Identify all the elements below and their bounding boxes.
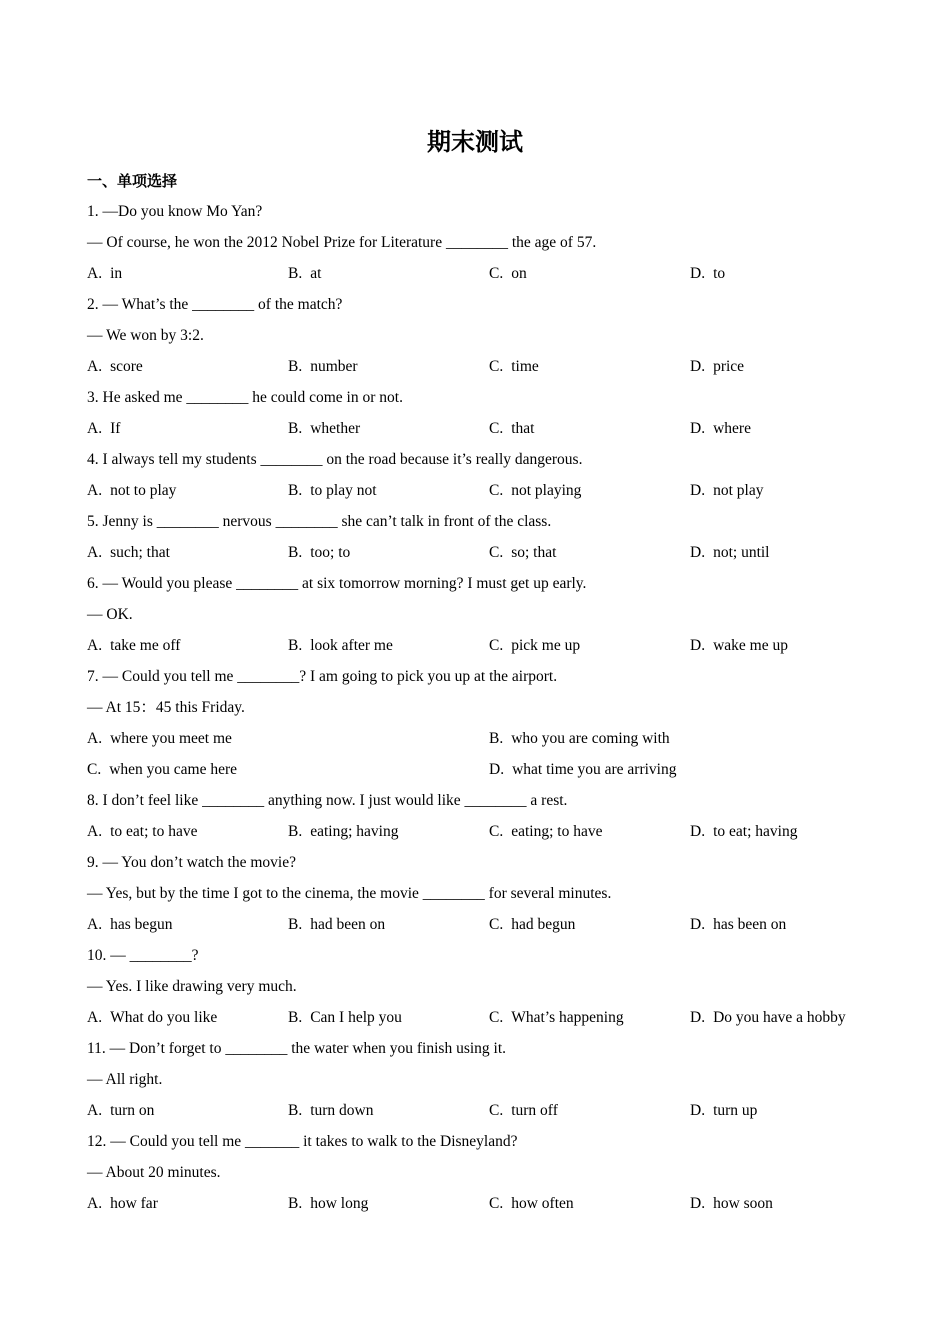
option-letter: A. — [87, 637, 103, 654]
answer-option[interactable] — [690, 1008, 846, 1028]
answer-option[interactable] — [87, 822, 197, 842]
option-letter: D. — [690, 420, 706, 437]
question-response: — About 20 minutes. — [87, 1164, 221, 1181]
option-letter: A. — [87, 916, 103, 933]
question-response: — Yes, but by the time I got to the cinema, the movie ________ for several minutes. — [87, 885, 612, 902]
option-letter: B. — [288, 823, 303, 840]
option-letter: B. — [288, 1102, 303, 1119]
option-letter: C. — [489, 265, 504, 282]
option-text: to eat; having — [713, 823, 798, 840]
option-letter: A. — [87, 265, 103, 282]
option-text: had been on — [310, 916, 386, 933]
option-text: had begun — [511, 916, 576, 933]
option-letter: A. — [87, 544, 103, 561]
answer-option[interactable] — [288, 915, 385, 935]
answer-option[interactable] — [690, 915, 786, 935]
option-letter: D. — [690, 482, 706, 499]
option-text: so; that — [511, 544, 557, 561]
answer-option[interactable] — [690, 357, 744, 377]
question-stem: 4. I always tell my students ________ on the road because it’s really dangerous. — [87, 451, 583, 468]
option-letter: A. — [87, 1195, 103, 1212]
option-text: what time you are arriving — [512, 761, 677, 778]
answer-option[interactable] — [690, 264, 725, 284]
option-letter: D. — [690, 916, 706, 933]
question-response: — OK. — [87, 606, 133, 623]
answer-option[interactable] — [87, 1101, 154, 1121]
option-letter: C. — [489, 544, 504, 561]
answer-option[interactable] — [288, 1101, 374, 1121]
answer-option[interactable] — [288, 481, 377, 501]
option-text: not to play — [110, 482, 177, 499]
option-letter: B. — [288, 1195, 303, 1212]
question-stem: 12. — Could you tell me _______ it takes to walk to the Disneyland? — [87, 1133, 518, 1150]
option-text: too; to — [310, 544, 351, 561]
answer-option[interactable] — [690, 822, 797, 842]
answer-option[interactable] — [288, 264, 321, 284]
option-letter: B. — [288, 544, 303, 561]
option-letter: B. — [288, 482, 303, 499]
question-response: — We won by 3:2. — [87, 327, 204, 344]
option-text: has been on — [713, 916, 787, 933]
option-letter: A. — [87, 823, 103, 840]
answer-option[interactable] — [288, 1194, 368, 1214]
option-text: Do you have a hobby — [713, 1009, 846, 1026]
answer-option[interactable] — [690, 543, 770, 563]
answer-option[interactable] — [87, 481, 176, 501]
option-letter: C. — [489, 637, 504, 654]
answer-option[interactable] — [489, 822, 602, 842]
answer-option[interactable] — [288, 636, 393, 656]
option-text: how soon — [713, 1195, 773, 1212]
option-text: who you are coming with — [511, 730, 670, 747]
option-letter: C. — [489, 916, 504, 933]
option-text: to eat; to have — [110, 823, 198, 840]
option-text: how long — [310, 1195, 369, 1212]
option-text: where — [713, 420, 751, 437]
option-text: where you meet me — [110, 730, 232, 747]
answer-option[interactable] — [489, 264, 527, 284]
option-letter: B. — [489, 730, 504, 747]
option-text: whether — [310, 420, 361, 437]
option-text: turn down — [310, 1102, 374, 1119]
question-stem: 2. — What’s the ________ of the match? — [87, 296, 343, 313]
answer-option[interactable] — [87, 357, 143, 377]
answer-option[interactable] — [87, 264, 122, 284]
option-letter: D. — [690, 1102, 706, 1119]
option-letter: D. — [690, 544, 706, 561]
option-text: not play — [713, 482, 764, 499]
answer-option[interactable] — [489, 1194, 574, 1214]
answer-option[interactable] — [87, 729, 232, 749]
option-text: when you came here — [109, 761, 238, 778]
question-stem: 10. — ________? — [87, 947, 199, 964]
option-text: price — [713, 358, 745, 375]
option-text: turn up — [713, 1102, 758, 1119]
question-response: — All right. — [87, 1071, 163, 1088]
option-letter: B. — [288, 358, 303, 375]
answer-option[interactable] — [288, 543, 350, 563]
option-text: What’s happening — [511, 1009, 624, 1026]
question-stem: 11. — Don’t forget to ________ the water when you finish using it. — [87, 1040, 507, 1057]
answer-option[interactable] — [87, 1008, 217, 1028]
option-letter: C. — [489, 420, 504, 437]
answer-option[interactable] — [288, 357, 358, 377]
option-text: take me off — [110, 637, 181, 654]
question-stem: 9. — You don’t watch the movie? — [87, 854, 296, 871]
answer-option[interactable] — [489, 1101, 558, 1121]
option-letter: D. — [690, 1195, 706, 1212]
answer-option[interactable] — [690, 1101, 757, 1121]
question-stem: 5. Jenny is ________ nervous ________ she can’t talk in front of the class. — [87, 513, 552, 530]
option-text: such; that — [110, 544, 170, 561]
answer-option[interactable] — [690, 636, 788, 656]
answer-option[interactable] — [690, 481, 763, 501]
answer-option[interactable] — [489, 481, 581, 501]
option-letter: C. — [489, 1195, 504, 1212]
option-letter: B. — [288, 916, 303, 933]
option-letter: C. — [489, 1009, 504, 1026]
option-text: to play not — [310, 482, 377, 499]
option-letter: D. — [690, 1009, 706, 1026]
option-text: to — [713, 265, 726, 282]
answer-option[interactable] — [87, 760, 237, 780]
option-text: at — [310, 265, 322, 282]
option-text: turn off — [511, 1102, 558, 1119]
option-letter: A. — [87, 1102, 103, 1119]
option-letter: B. — [288, 265, 303, 282]
answer-option[interactable] — [87, 1194, 158, 1214]
answer-option[interactable] — [690, 1194, 773, 1214]
option-letter: C. — [489, 1102, 504, 1119]
option-text: not playing — [511, 482, 582, 499]
option-letter: B. — [288, 420, 303, 437]
page-title: 期末测试 — [427, 128, 523, 156]
option-text: in — [110, 265, 123, 282]
section-heading: 一、单项选择 — [87, 172, 178, 190]
answer-option[interactable] — [87, 543, 170, 563]
question-stem: 8. I don’t feel like ________ anything now. I just would like ________ a rest. — [87, 792, 568, 809]
option-letter: C. — [489, 358, 504, 375]
answer-option[interactable] — [87, 636, 180, 656]
question-response: — Of course, he won the 2012 Nobel Prize for Literature ________ the age of 57. — [87, 234, 597, 251]
option-letter: A. — [87, 1009, 103, 1026]
question-stem: 1. —Do you know Mo Yan? — [87, 203, 263, 220]
option-letter: A. — [87, 482, 103, 499]
question-response: — At 15：45 this Friday. — [87, 699, 245, 716]
answer-option[interactable] — [87, 419, 120, 439]
option-text: on — [511, 265, 527, 282]
answer-option[interactable] — [489, 543, 556, 563]
answer-option[interactable] — [288, 419, 360, 439]
option-letter: A. — [87, 358, 103, 375]
answer-option[interactable] — [489, 636, 580, 656]
question-response: — Yes. I like drawing very much. — [87, 978, 297, 995]
option-letter: D. — [690, 637, 706, 654]
answer-option[interactable] — [87, 915, 173, 935]
option-text: look after me — [310, 637, 393, 654]
option-text: has begun — [110, 916, 173, 933]
answer-option[interactable] — [690, 419, 751, 439]
option-text: that — [511, 420, 535, 437]
answer-option[interactable] — [489, 760, 677, 780]
option-text: wake me up — [713, 637, 788, 654]
option-text: Can I help you — [310, 1009, 402, 1026]
option-text: If — [110, 420, 121, 437]
option-letter: D. — [690, 358, 706, 375]
answer-option[interactable] — [489, 729, 670, 749]
question-stem: 3. He asked me ________ he could come in or not. — [87, 389, 403, 406]
option-text: turn on — [110, 1102, 155, 1119]
option-text: eating; having — [310, 823, 399, 840]
option-letter: D. — [690, 823, 706, 840]
option-text: number — [310, 358, 358, 375]
answer-option[interactable] — [288, 1008, 402, 1028]
option-text: pick me up — [511, 637, 581, 654]
question-stem: 7. — Could you tell me ________? I am going to pick you up at the airport. — [87, 668, 558, 685]
option-letter: D. — [489, 761, 505, 778]
answer-option[interactable] — [288, 822, 398, 842]
option-letter: A. — [87, 730, 103, 747]
option-letter: D. — [690, 265, 706, 282]
answer-option[interactable] — [489, 1008, 624, 1028]
option-letter: A. — [87, 420, 103, 437]
option-letter: C. — [489, 482, 504, 499]
option-text: how often — [511, 1195, 574, 1212]
option-text: What do you like — [110, 1009, 218, 1026]
option-text: how far — [110, 1195, 158, 1212]
option-letter: C. — [87, 761, 102, 778]
option-text: score — [110, 358, 143, 375]
option-text: time — [511, 358, 539, 375]
answer-option[interactable] — [489, 419, 534, 439]
option-letter: B. — [288, 1009, 303, 1026]
option-letter: C. — [489, 823, 504, 840]
question-stem: 6. — Would you please ________ at six tomorrow morning? I must get up early. — [87, 575, 587, 592]
answer-option[interactable] — [489, 915, 575, 935]
option-text: eating; to have — [511, 823, 603, 840]
option-letter: B. — [288, 637, 303, 654]
answer-option[interactable] — [489, 357, 539, 377]
option-text: not; until — [713, 544, 770, 561]
